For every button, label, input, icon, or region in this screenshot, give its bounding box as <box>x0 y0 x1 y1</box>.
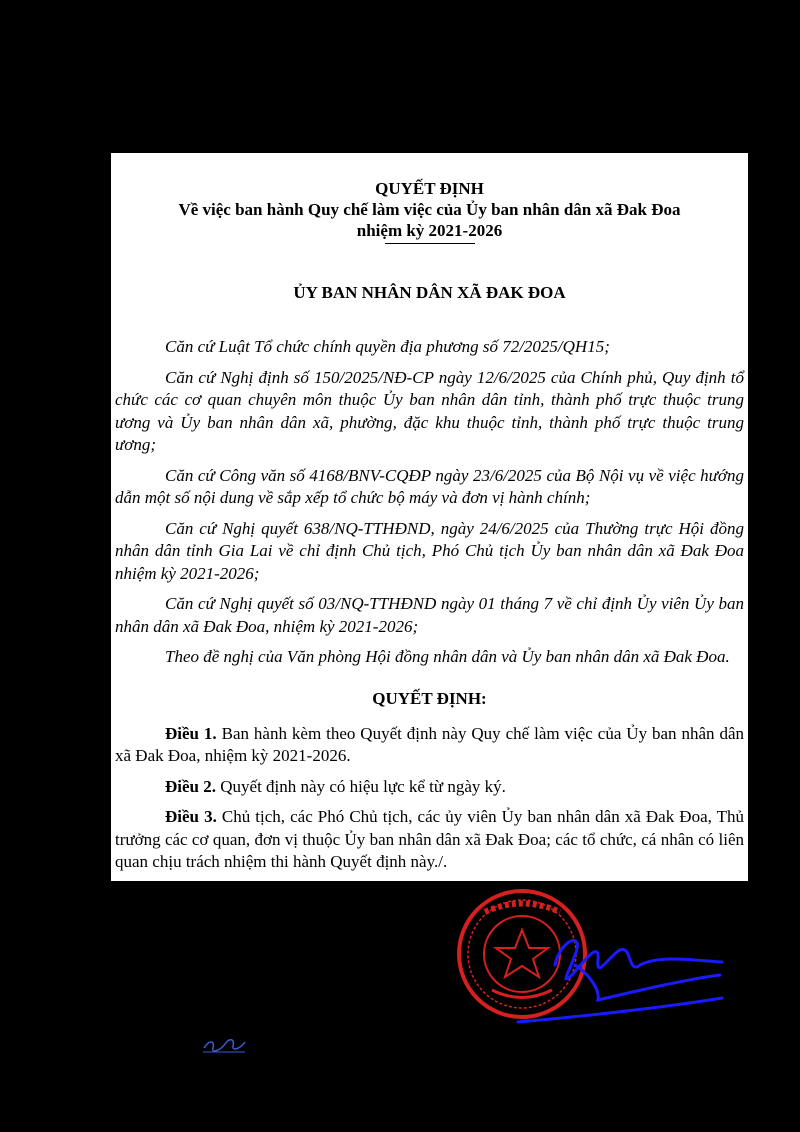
article-2-label: Điều 2. <box>165 776 216 796</box>
article-1-label: Điều 1. <box>165 723 217 743</box>
decided-heading: QUYẾT ĐỊNH: <box>372 688 487 708</box>
document-subtitle-line1: Về việc ban hành Quy chế làm việc của Ủy ban nhân dân xã Đak Đoa <box>178 200 681 219</box>
article-2-text: Quyết định này có hiệu lực kể từ ngày ký. <box>216 776 506 796</box>
preamble-4: Căn cứ Nghị quyết 638/NQ-TTHĐND, ngày 24/6/2025 của Thường trực Hội đồng nhân dân tỉnh Gia Lai về chỉ định Chủ tịch, Phó Chủ tịch Ủy ban nhân dân xã Đak Đoa nhiệm kỳ 2021-2026; <box>115 518 744 583</box>
title-block <box>115 178 744 244</box>
preamble-1: Căn cứ Luật Tổ chức chính quyền địa phương số 72/2025/QH15; <box>165 337 610 356</box>
preamble-6: Theo đề nghị của Văn phòng Hội đồng nhân dân và Ủy ban nhân dân xã Đak Đoa. <box>165 647 730 666</box>
article-1 <box>115 723 744 768</box>
document-title: QUYẾT ĐỊNH <box>375 179 484 198</box>
document-subtitle-line2: nhiệm kỳ 2021-2026 <box>356 221 503 240</box>
preamble-5: Căn cứ Nghị quyết số 03/NQ-TTHĐND ngày 01 tháng 7 về chỉ định Ủy viên Ủy ban nhân dân xã Đak Đoa, nhiệm kỳ 2021-2026; <box>115 594 744 636</box>
preamble-2: Căn cứ Nghị định số 150/2025/NĐ-CP ngày 12/6/2025 của Chính phủ, Quy định tổ chức các cơ quan chuyên môn thuộc Ủy ban nhân dân tỉnh, thành phố trực thuộc trung ương và Ủy ban nhân dân xã, phường, đặc khu thuộc tỉnh, thành phố trực thuộc trung ương; <box>115 367 744 454</box>
article-3-label: Điều 3. <box>165 807 217 826</box>
article-3-text: Chủ tịch, các Phó Chủ tịch, các ủy viên Ủy ban nhân dân xã Đak Đoa, Thủ trưởng các cơ quan, đơn vị thuộc Ủy ban nhân dân xã Đak Đoa; các tổ chức, cá nhân có liên quan chịu trách nhiệm thi hành Quyết định này./. <box>115 807 745 871</box>
article-2 <box>115 776 744 799</box>
preamble-3: Căn cứ Công văn số 4168/BNV-CQĐP ngày 23/6/2025 của Bộ Nội vụ về việc hướng dẫn một số nội dung về sắp xếp tổ chức bộ máy và đơn vị hành chính; <box>115 465 744 507</box>
signature <box>518 941 722 1022</box>
issuing-agency: ỦY BAN NHÂN DÂN XÃ ĐAK ĐOA <box>293 283 566 302</box>
document-page <box>111 153 748 881</box>
scan-mark-icon <box>201 1030 247 1056</box>
article-3 <box>115 806 744 874</box>
title-underline <box>385 243 475 244</box>
official-seal <box>459 891 585 1017</box>
article-1-text: Ban hành kèm theo Quyết định này Quy chế làm việc của Ủy ban nhân dân xã Đak Đoa, nhiệm kỳ 2021-2026. <box>115 723 744 765</box>
